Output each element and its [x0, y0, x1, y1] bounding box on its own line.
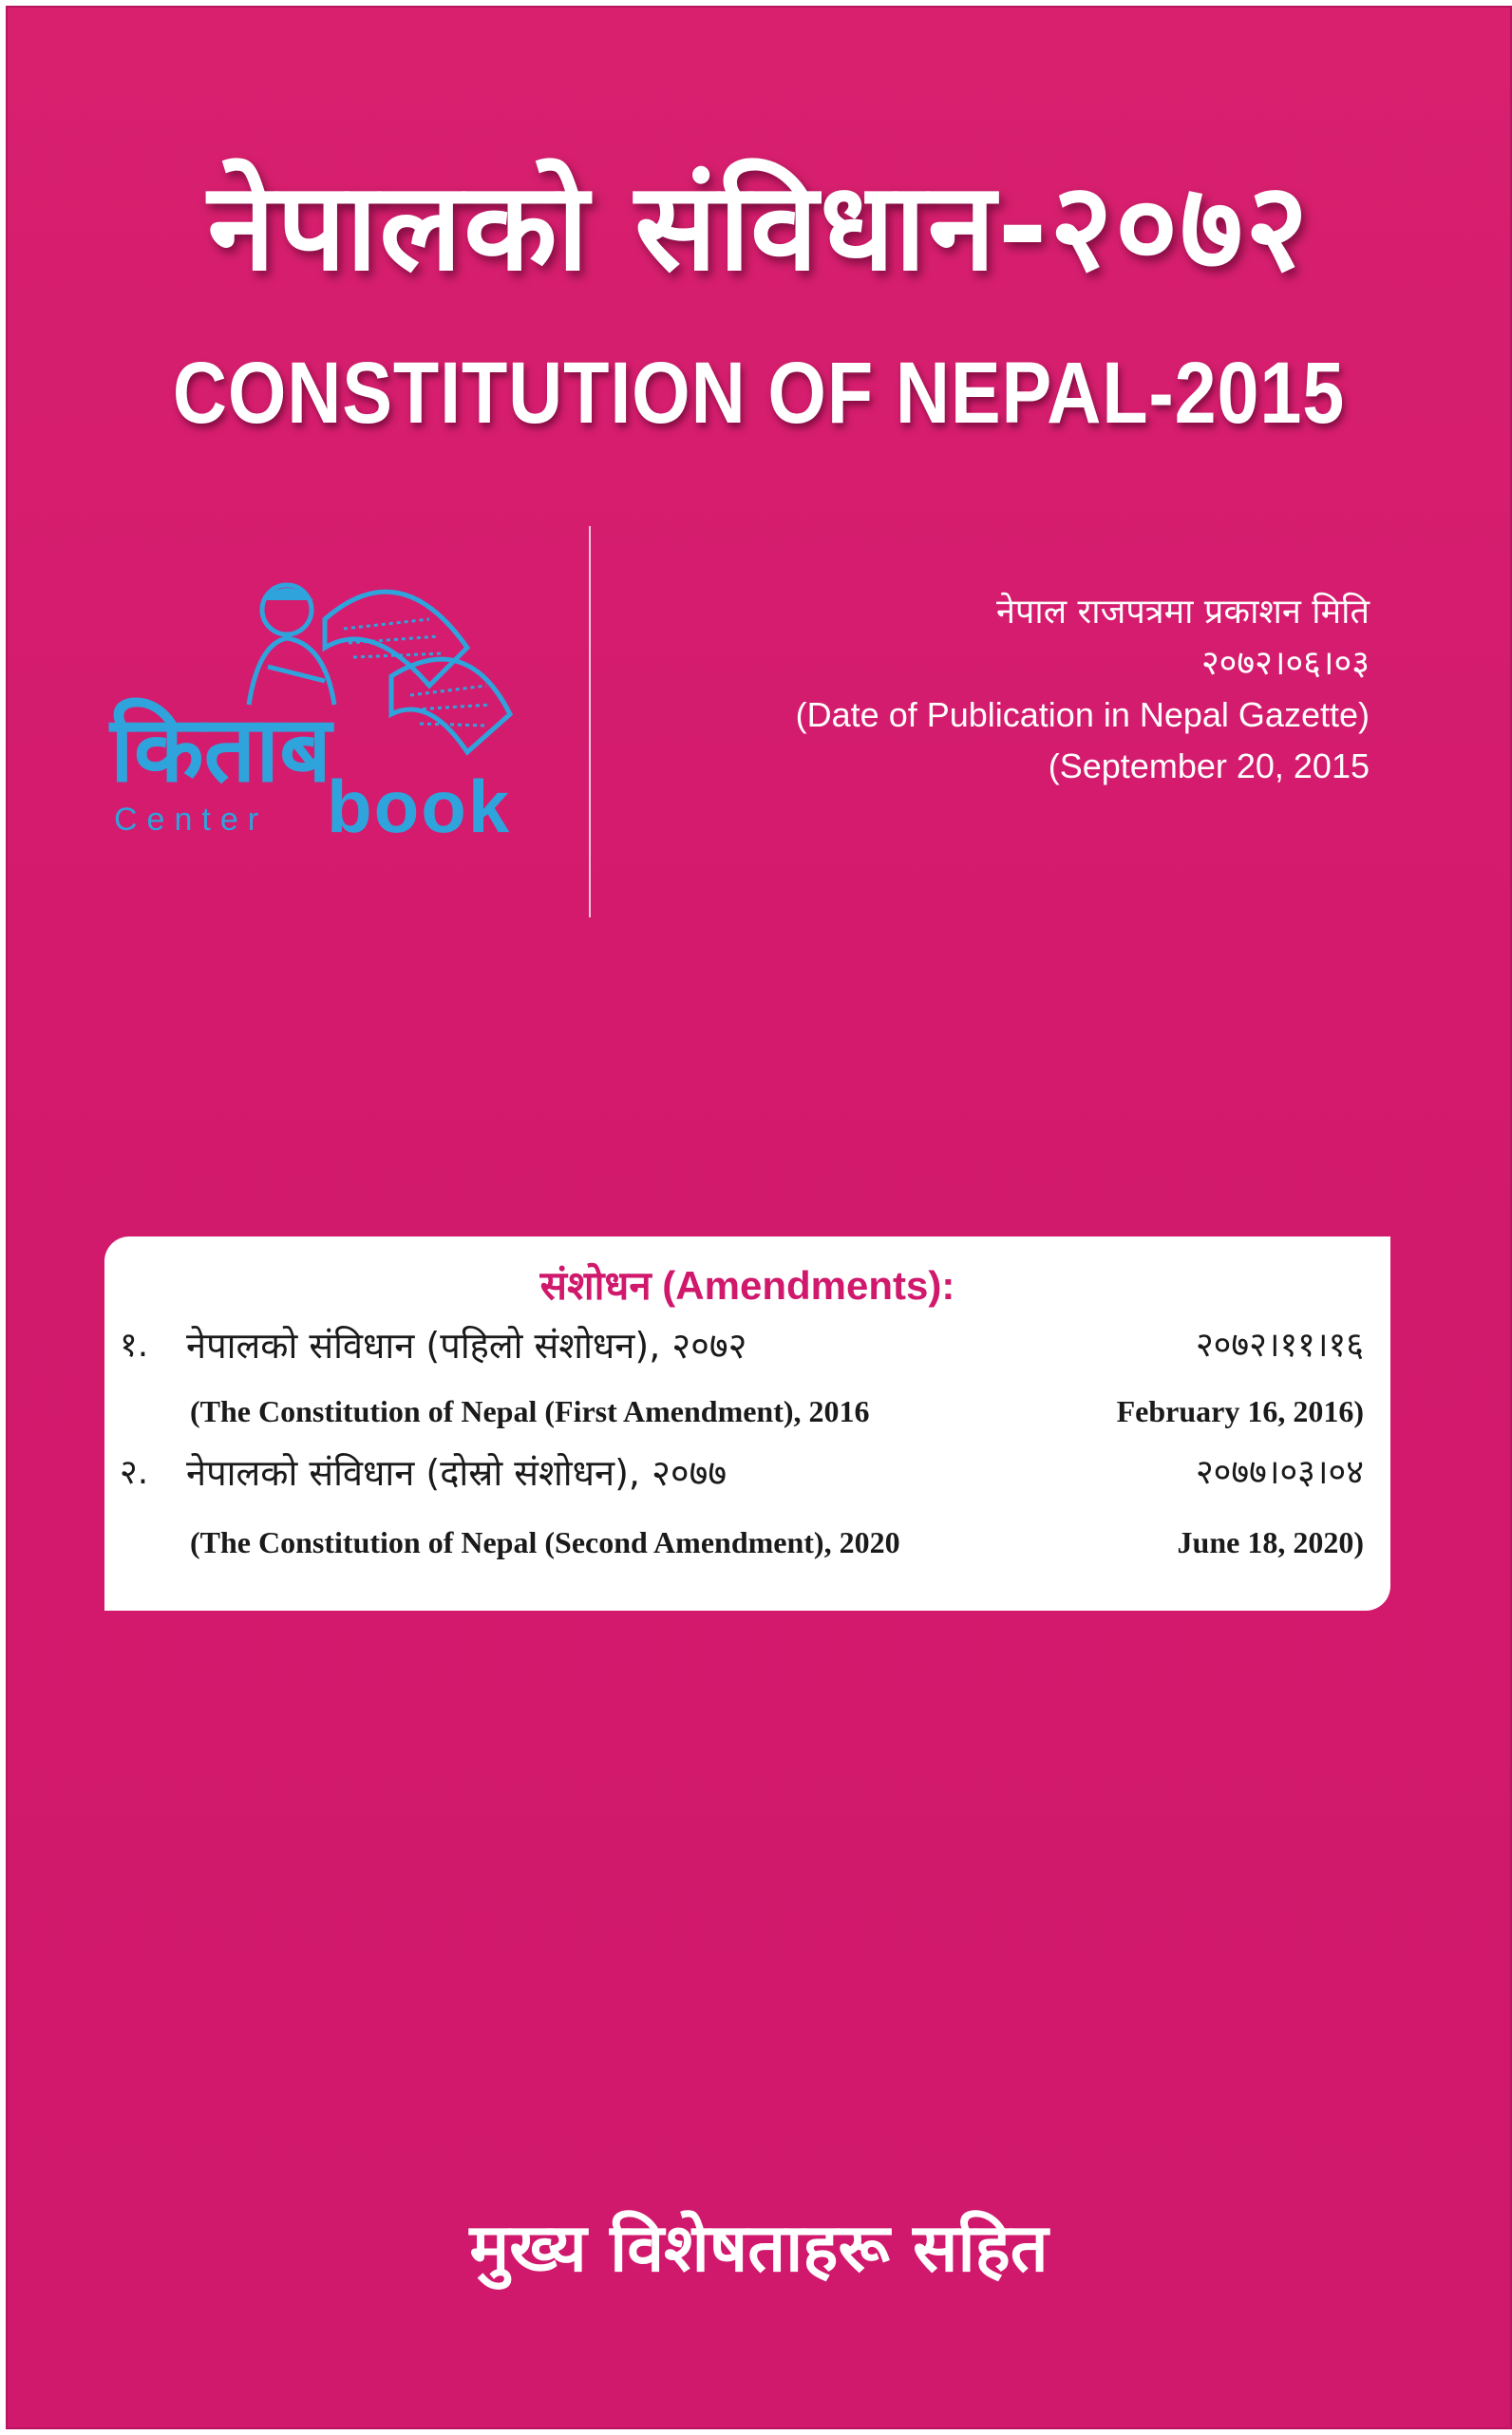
title-english: CONSTITUTION OF NEPAL-2015	[172, 345, 1346, 442]
logo-kitab-text: किताब	[110, 696, 331, 802]
amendment-title-nepali: नेपालको संविधान (दोस्रो संशोधन), २०७७	[186, 1452, 728, 1494]
title-nepali: नेपालको संविधान-२०७२	[207, 157, 1311, 298]
amendment-title-nepali: नेपालको संविधान (पहिलो संशोधन), २०७२	[186, 1325, 747, 1367]
amendment-date-nepali: २०७२।११।१६	[1195, 1326, 1364, 1365]
amendments-box	[104, 1236, 1390, 1611]
footer-tagline: मुख्य विशेषताहरू सहित	[469, 2209, 1049, 2287]
publication-date-english: (September 20, 2015	[1048, 746, 1370, 785]
amendment-date-nepali: २०७७।०३।०४	[1195, 1453, 1364, 1492]
publication-date-nepali: २०७२।०६।०३	[1200, 644, 1370, 683]
amendment-number: २.	[120, 1453, 149, 1492]
publisher-logo	[106, 562, 543, 847]
publication-info	[591, 587, 1370, 792]
amendments-heading: संशोधन (Amendments):	[539, 1263, 955, 1308]
amendment-date-english: February 16, 2016)	[1116, 1394, 1364, 1428]
logo-book-text: book	[327, 764, 512, 848]
amendment-date-english: June 18, 2020)	[1177, 1525, 1364, 1559]
amendment-title-english: (The Constitution of Nepal (First Amendment), 2016	[190, 1394, 870, 1428]
publication-label-nepali: नेपाल राजपत्रमा प्रकाशन मिति	[995, 593, 1370, 632]
amendment-title-english: (The Constitution of Nepal (Second Amendment), 2020	[190, 1525, 900, 1559]
logo-center-text: Center	[114, 802, 269, 838]
amendment-number: १.	[120, 1326, 149, 1365]
book-cover	[6, 6, 1512, 2429]
publication-label-english: (Date of Publication in Nepal Gazette)	[795, 695, 1370, 734]
